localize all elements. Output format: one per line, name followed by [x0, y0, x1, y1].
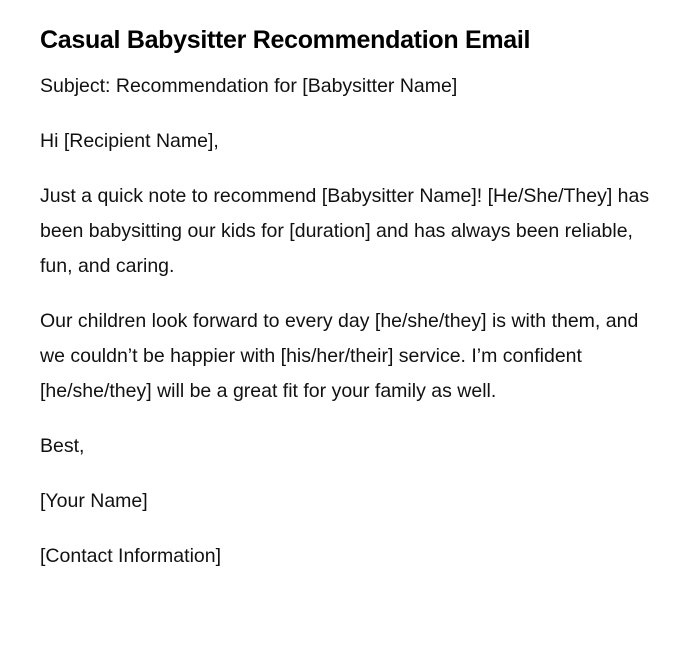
closing: Best, — [40, 435, 85, 457]
greeting: Hi [Recipient Name], — [40, 130, 219, 152]
body-paragraph-1: Just a quick note to recommend [Babysitter Name]! [He/She/They] has been babysitting our kids for [duration] and has always been reliable, fun, and caring. — [40, 185, 650, 277]
signature-name: [Your Name] — [40, 490, 148, 512]
body-paragraph-2: Our children look forward to every day [he/she/they] is with them, and we couldn’t be happier with [his/her/their] service. I’m confident [he/she/they] will be a great fit for your family as well. — [40, 310, 639, 402]
document-title: Casual Babysitter Recommendation Email — [40, 26, 531, 54]
contact-information: [Contact Information] — [40, 545, 222, 567]
subject-line: Subject: Recommendation for [Babysitter Name] — [40, 75, 458, 97]
